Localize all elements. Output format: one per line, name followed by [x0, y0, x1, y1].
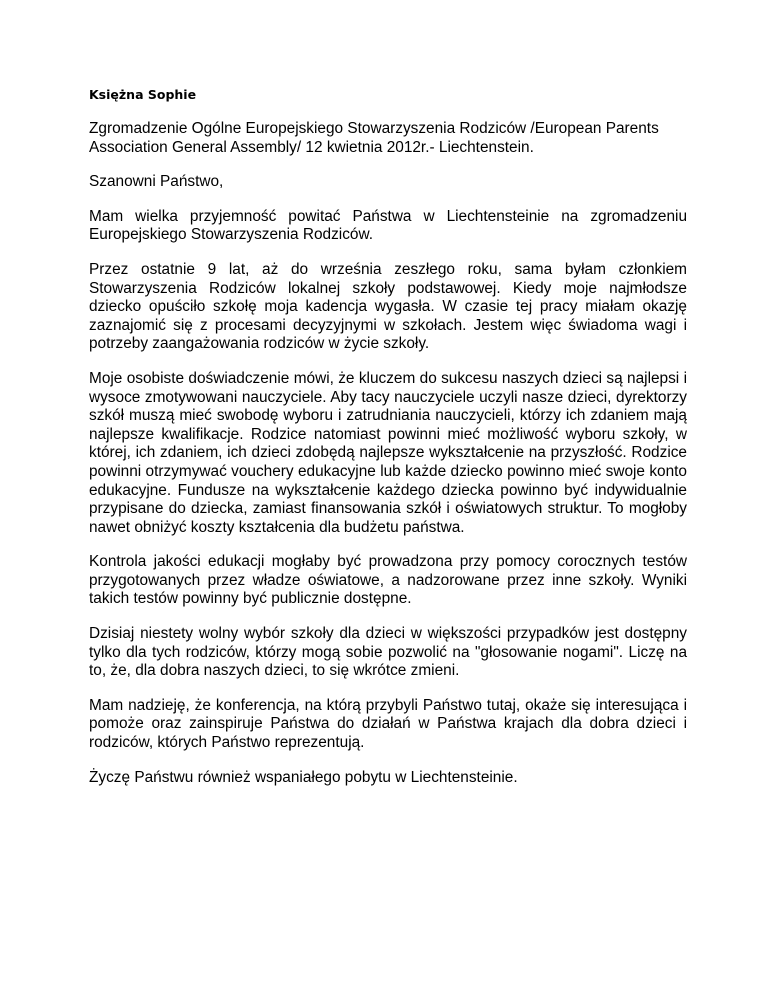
paragraph-quality-control: Kontrola jakości edukacji mogłaby być prowadzona przy pomocy corocznych testów przygotowanych przez władze oświatowe, a nadzorowane przez inne szkoły. Wyniki takich testów powinny być publicznie dostępne. [89, 553, 687, 608]
event-title: Zgromadzenie Ogólne Europejskiego Stowarzyszenia Rodziców /European Parents Association General Assembly/ 12 kwietnia 2012r.- Liechtenstein. [89, 120, 659, 156]
paragraph-school-choice: Dzisiaj niestety wolny wybór szkoły dla dzieci w większości przypadków jest dostępny tylko dla tych rodziców, którzy mogą sobie pozwolić na "głosowanie nogami". Liczę na to, że, dla dobra naszych dzieci, to się wkrótce zmieni. [89, 625, 687, 680]
paragraph-closing: Życzę Państwu również wspaniałego pobytu w Liechtensteinie. [89, 768, 518, 786]
paragraph-conference-hope: Mam nadzieję, że konferencja, na którą przybyli Państwo tutaj, okaże się interesująca i pomoże oraz zainspiruje Państwa do działań w Państwa krajach dla dobra dzieci i rodziców, których Państwo reprezentują. [89, 696, 687, 752]
author-name: Księżna Sophie [89, 87, 197, 102]
greeting: Szanowni Państwo, [89, 173, 224, 191]
paragraph-welcome: Mam wielka przyjemność powitać Państwa w Liechtensteinie na zgromadzeniu Europejskiego Stowarzyszenia Rodziców. [89, 207, 687, 244]
paragraph-teachers: Moje osobiste doświadczenie mówi, że kluczem do sukcesu naszych dzieci są najlepsi i wysoce zmotywowani nauczyciele. Aby tacy nauczyciele uczyli nasze dzieci, dyrektorzy szkół muszą mieć swobodę wyboru i zatrudniania nauczycieli, którzy ich zdaniem mają najlepsze kwalifikacje. Rodzice natomiast powinni mieć możliwość wyboru szkoły, w której, ich zdaniem, ich dzieci zdobędą najlepsze wykształcenie na przyszłość. Rodzice powinni otrzymywać vouchery edukacyjne lub każde dziecko powinno mieć swoje konto edukacyjne. Fundusze na wykształcenie każdego dziecka powinno być indywidualnie przypisane do dziecka, zamiast finansowania szkół i oświatowych struktur. To mogłoby nawet obniżyć koszty kształcenia dla budżetu państwa. [89, 369, 687, 536]
document-page [89, 86, 687, 787]
paragraph-experience: Przez ostatnie 9 lat, aż do września zeszłego roku, sama byłam członkiem Stowarzyszenia Rodziców lokalnej szkoły podstawowej. Kiedy moje najmłodsze dziecko opuściło szkołę moja kadencja wygasła. W czasie tej pracy miałam okazję zaznajomić się z procesami decyzyjnymi w szkołach. Jestem więc świadoma wagi i potrzeby zaangażowania rodziców w życie szkoły. [89, 260, 687, 353]
